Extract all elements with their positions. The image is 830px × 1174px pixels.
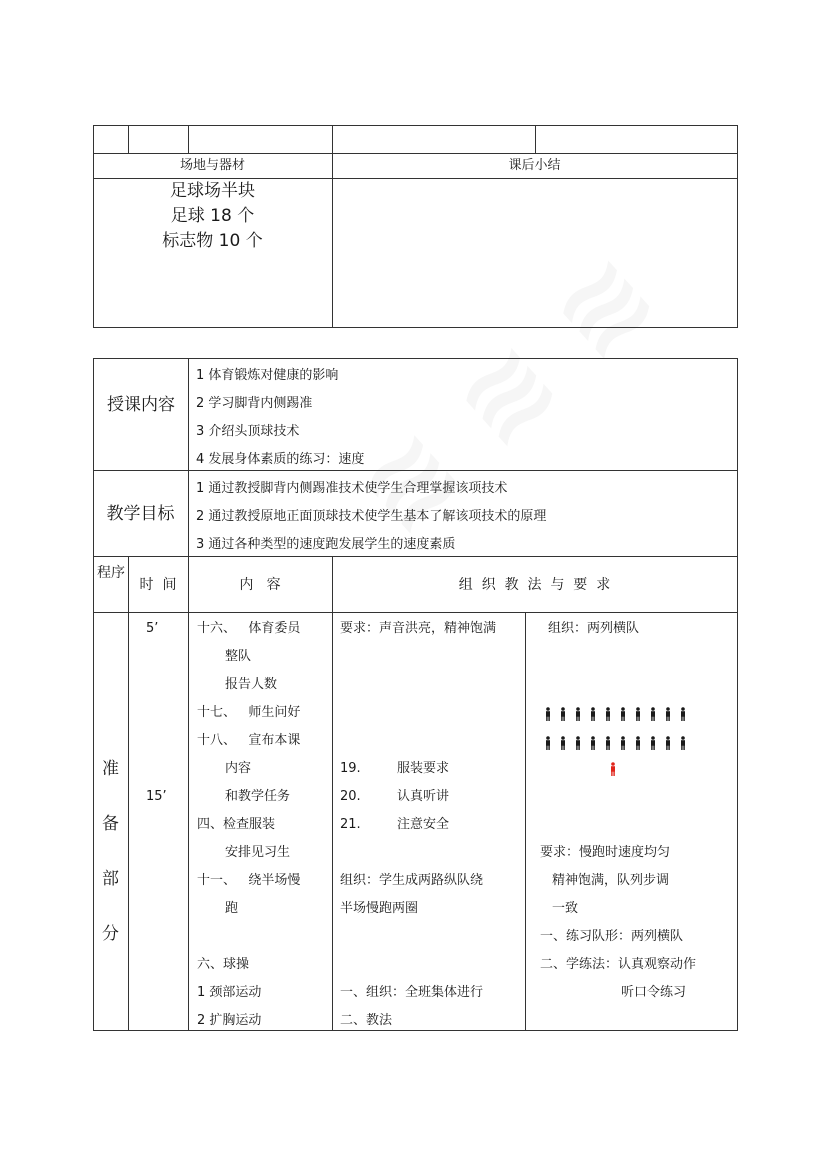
content-line: 安排见习生 — [225, 845, 291, 860]
goal-item: 1 通过教授脚背内侧踢准技术使学生合理掌握该项技术 — [196, 481, 508, 496]
content-line: 十六、 体育委员 — [197, 621, 301, 636]
method-line: 二、学练法：认真观察动作 — [540, 957, 697, 972]
venue-header: 场地与器材 — [179, 158, 245, 173]
org-item-text: 注意安全 — [397, 817, 450, 832]
jog-requirement: 精神饱满，队列步调 — [552, 873, 670, 888]
student-figure — [634, 707, 642, 721]
header-time: 时 间 — [139, 577, 177, 593]
venue-line: 足球场半块 — [170, 181, 255, 201]
student-figure — [544, 707, 552, 721]
student-figure — [559, 736, 567, 750]
student-figure — [604, 736, 612, 750]
drill-line: 二、教法 — [340, 1013, 393, 1028]
student-figure — [604, 707, 612, 721]
content-line: 十七、 师生问好 — [197, 705, 301, 720]
content-line: 1 颈部运动 — [197, 985, 262, 1000]
student-figure — [589, 707, 597, 721]
content-line: 和教学任务 — [225, 789, 291, 804]
drill-line: 一、组织：全班集体进行 — [340, 985, 484, 1000]
jog-org-line: 半场慢跑两圈 — [340, 901, 419, 916]
teacher-figure — [609, 762, 617, 776]
jog-requirement: 要求：慢跑时速度均匀 — [540, 845, 671, 860]
content-line: 十一、 绕半场慢 — [197, 873, 301, 888]
student-figure — [619, 736, 627, 750]
student-figure — [664, 707, 672, 721]
content-line: 整队 — [225, 649, 252, 664]
goal-label: 教学目标 — [106, 504, 175, 524]
jog-org-line: 组织：学生成两路纵队绕 — [340, 873, 484, 888]
student-figure — [619, 707, 627, 721]
content-line: 十八、 宣布本课 — [197, 733, 301, 748]
student-figure — [559, 707, 567, 721]
org-item-num: 20. — [340, 789, 361, 804]
summary-header: 课后小结 — [508, 158, 561, 173]
student-figure — [574, 736, 582, 750]
content-item: 4 发展身体素质的练习：速度 — [196, 452, 365, 467]
section-label-char: 备 — [102, 814, 119, 834]
org-item-text: 认真听讲 — [397, 789, 450, 804]
header-content: 内 容 — [239, 577, 281, 593]
student-figure — [679, 707, 687, 721]
content-label: 授课内容 — [107, 395, 175, 415]
section-label-char: 分 — [102, 924, 119, 944]
section-label-char: 准 — [102, 759, 119, 779]
content-line: 六、球操 — [197, 957, 250, 972]
header-seq: 程序 — [97, 565, 125, 581]
student-figure — [589, 736, 597, 750]
content-item: 1 体育锻炼对健康的影响 — [196, 368, 339, 383]
formation-text: 组织：两列横队 — [548, 621, 640, 636]
method-line: 听口令练习 — [621, 985, 687, 1000]
venue-line: 足球 18 个 — [170, 206, 255, 226]
content-line: 内容 — [225, 761, 252, 776]
header-org: 组 织 教 法 与 要 求 — [458, 577, 611, 593]
section-label-char: 部 — [102, 869, 119, 889]
jog-requirement: 一致 — [552, 901, 579, 916]
practice-formation: 一、练习队形：两列横队 — [540, 929, 684, 944]
student-figure — [649, 736, 657, 750]
venue-line: 标志物 10 个 — [162, 231, 263, 251]
content-line: 跑 — [225, 901, 239, 916]
org-item-text: 服装要求 — [397, 761, 450, 776]
org-item-num: 21. — [340, 817, 361, 832]
student-figure — [679, 736, 687, 750]
formation-diagram — [540, 700, 700, 780]
student-figure — [649, 707, 657, 721]
content-line: 四、检查服装 — [197, 817, 276, 832]
content-line: 2 扩胸运动 — [197, 1013, 262, 1028]
content-item: 3 介绍头顶球技术 — [196, 424, 300, 439]
student-figure — [544, 736, 552, 750]
goal-item: 2 通过教授原地正面顶球技术使学生基本了解该项技术的原理 — [196, 509, 547, 524]
time-value: 15’ — [146, 789, 167, 804]
content-line: 报告人数 — [225, 677, 278, 692]
student-figure — [634, 736, 642, 750]
org-item-num: 19. — [340, 761, 361, 776]
student-figure — [664, 736, 672, 750]
student-figure — [574, 707, 582, 721]
content-item: 2 学习脚背内侧踢准 — [196, 396, 313, 411]
org-requirement: 要求：声音洪亮，精神饱满 — [340, 621, 497, 636]
goal-item: 3 通过各种类型的速度跑发展学生的速度素质 — [196, 537, 456, 552]
time-value: 5’ — [146, 621, 159, 636]
